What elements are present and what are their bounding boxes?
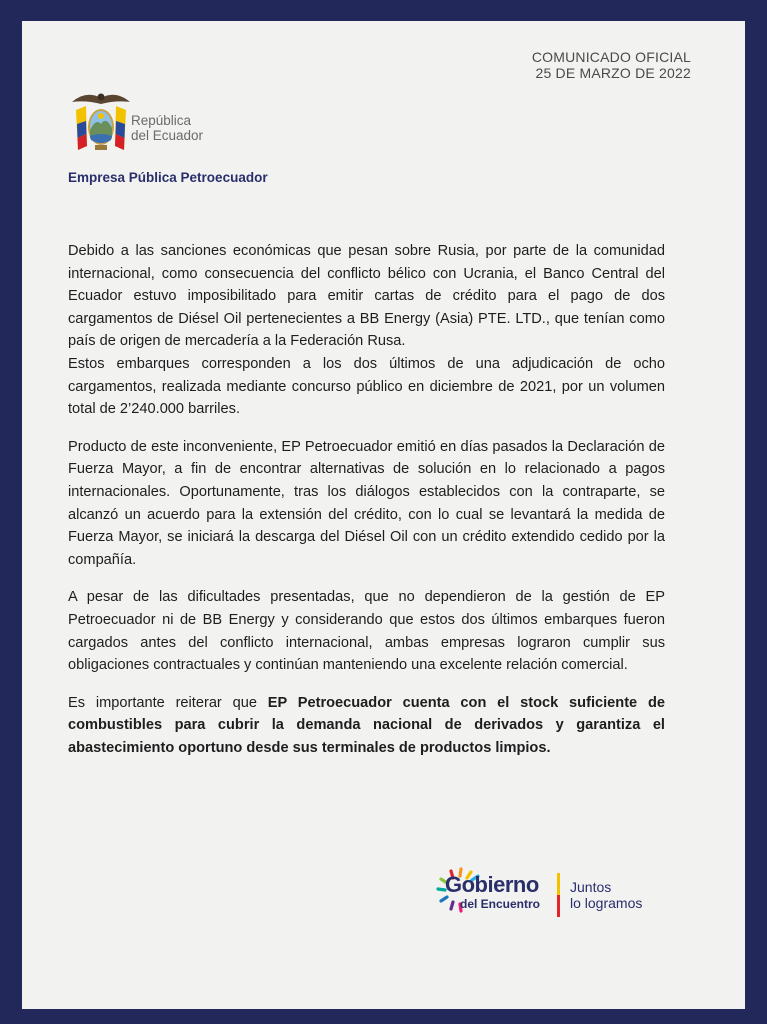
paragraph-2: Estos embarques corresponden a los dos últimos de una adjudicación de ocho cargamentos, realizada mediante concurso público en diciembre de 2021, por un volumen total de 2’240.000 barriles. — [68, 355, 665, 418]
paragraph-3: Producto de este inconveniente, EP Petroecuador emitió en días pasados la Declaración de Fuerza Mayor, a fin de encontrar alternativas de solución en lo relacionado a pagos internacionales. Oportunamente, tras los diálogos establecidos con la contraparte, se alcanzó un acuerdo para la extensión del crédito, con lo cual se levantará la medida de Fuerza Mayor, se iniciará la descarga del Diésel Oil con un crédito extendido cedido por la compañía. — [68, 438, 665, 568]
document-header — [532, 49, 691, 81]
communique-body — [68, 240, 665, 774]
paragraph-5-emphasis: EP Petroecuador cuenta con el stock suficiente de combustibles para cubrir la demanda nacional de derivados y garantiza el abastecimiento oportuno desde sus terminales de productos limpios. — [68, 694, 665, 756]
document-type: COMUNICADO OFICIAL — [531, 49, 691, 65]
gobierno-wordmark: Gobierno — [445, 872, 539, 897]
footer-slogan: Juntos lo logramos — [570, 879, 643, 911]
company-name: Empresa Pública Petroecuador — [68, 170, 268, 185]
document-date: 25 DE MARZO DE 2022 — [535, 65, 691, 81]
paragraph-5-lead: Es importante reiterar que — [68, 694, 268, 711]
paragraph-1: Debido a las sanciones económicas que pesan sobre Rusia, por parte de la comunidad internacional, como consecuencia del conflicto bélico con Ucrania, el Banco Central del Ecuador estuvo imposibilitado para emitir cartas de crédito para el pago de dos cargamentos de Diésel Oil pertenecientes a BB Energy (Asia) PTE. LTD., que tenían como país de origen de mercadería a la Federación Rusa. — [68, 243, 665, 350]
paragraph-5 — [68, 692, 665, 760]
gobierno-subtitle: del Encuentro — [460, 897, 541, 911]
coat-of-arms-icon — [70, 88, 132, 154]
republica-wordmark: República del Ecuador — [131, 113, 204, 143]
paragraph-4: A pesar de las dificultades presentadas, que no dependieron de la gestión de EP Petroecuador ni de BB Energy y considerando que estos dos últimos embarques fueron cargados antes del conflicto internacional, ambas empresas lograron cumplir sus obligaciones contractuales y continúan manteniendo una excelente relación comercial. — [68, 589, 665, 674]
footer-divider — [557, 873, 560, 917]
